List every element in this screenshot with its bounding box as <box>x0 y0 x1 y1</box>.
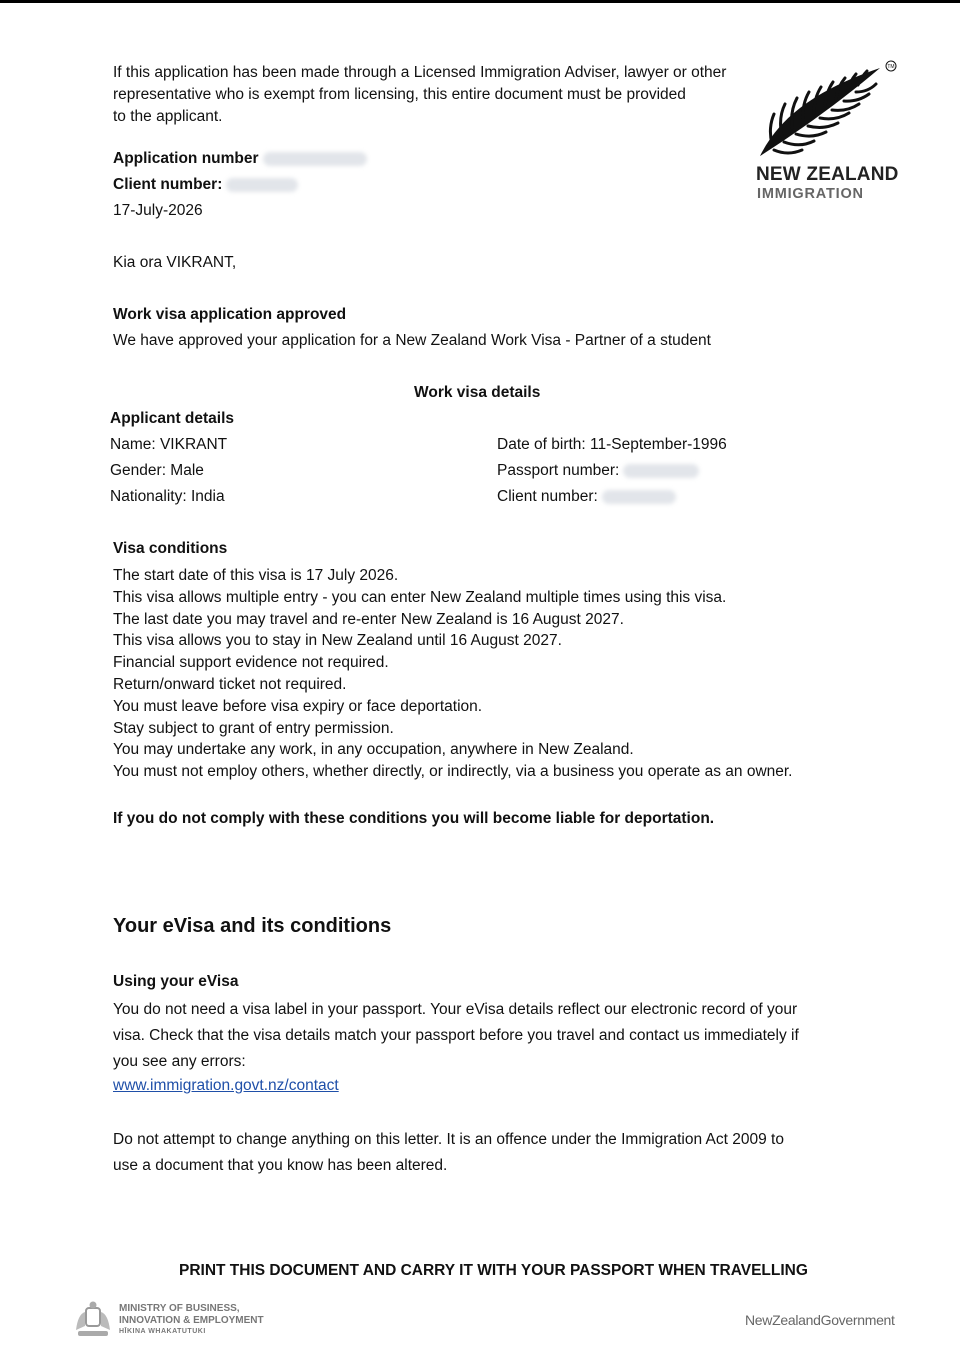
applicant-name: Name: VIKRANT <box>110 436 228 453</box>
coat-of-arms-icon <box>72 1300 114 1340</box>
passport-number-redacted <box>623 464 699 478</box>
applicant-gender: Gender: Male <box>110 462 204 479</box>
using-evisa-heading: Using your eVisa <box>113 973 239 990</box>
conditions-list <box>113 565 793 783</box>
using-evisa-line: You do not need a visa label in your passport. Your eVisa details reflect our electronic record of your <box>113 1001 798 1018</box>
passport-number-label: Passport number: <box>497 462 620 479</box>
condition-item: Financial support evidence not required. <box>113 654 389 672</box>
client-number-redacted <box>226 178 298 192</box>
condition-item: Stay subject to grant of entry permission. <box>113 719 394 737</box>
mbie-line: INNOVATION & EMPLOYMENT <box>119 1314 264 1326</box>
condition-item: The last date you may travel and re-enter New Zealand is 16 August 2027. <box>113 610 624 628</box>
details-heading: Work visa details <box>414 384 541 401</box>
intro-paragraph <box>113 62 726 127</box>
print-notice: PRINT THIS DOCUMENT AND CARRY IT WITH YOUR PASSPORT WHEN TRAVELLING <box>179 1262 808 1279</box>
approved-heading: Work visa application approved <box>113 306 347 323</box>
condition-item: This visa allows you to stay in New Zealand until 16 August 2027. <box>113 632 562 650</box>
top-border <box>0 0 960 3</box>
offence-line: Do not attempt to change anything on this letter. It is an offence under the Immigration Act 2009 to <box>113 1131 784 1148</box>
offence-text <box>113 1127 784 1179</box>
applicant-client-number-row <box>497 488 676 506</box>
using-evisa-line: visa. Check that the visa details match your passport before you travel and contact us immediately if <box>113 1027 799 1044</box>
evisa-heading: Your eVisa and its conditions <box>113 915 392 937</box>
applicant-dob: Date of birth: 11-September-1996 <box>497 436 727 453</box>
condition-item: You may undertake any work, in any occupation, anywhere in New Zealand. <box>113 741 634 759</box>
application-number-row <box>113 150 367 168</box>
client-number-row <box>113 176 298 194</box>
intro-line: representative who is exempt from licensing, this entire document must be provided <box>113 85 686 103</box>
trademark-mark: TM <box>887 64 895 70</box>
letter-date: 17-July-2026 <box>113 202 203 219</box>
using-evisa-line: you see any errors: <box>113 1053 246 1070</box>
applicant-client-number-redacted <box>602 490 676 504</box>
logo-subtitle: IMMIGRATION <box>757 186 864 202</box>
applicant-nationality: Nationality: India <box>110 488 225 505</box>
condition-item: You must leave before visa expiry or face deportation. <box>113 697 483 715</box>
condition-item: Return/onward ticket not required. <box>113 675 347 693</box>
applicant-heading: Applicant details <box>110 410 235 427</box>
conditions-heading: Visa conditions <box>113 540 228 557</box>
condition-item: You must not employ others, whether directly, or indirectly, via a business you operate as an owner. <box>113 763 793 781</box>
greeting: Kia ora VIKRANT, <box>113 254 237 271</box>
condition-item: This visa allows multiple entry - you can enter New Zealand multiple times using this visa. <box>113 588 727 606</box>
client-number-label: Client number: <box>113 176 223 193</box>
offence-line: use a document that you know has been altered. <box>113 1157 448 1174</box>
applicant-client-number-label: Client number: <box>497 488 598 505</box>
logo-title: NEW ZEALAND <box>756 164 899 185</box>
nz-government-wordmark: NewZealandGovernment <box>745 1312 895 1328</box>
application-number-redacted <box>263 152 367 166</box>
mbie-maori-line: HĪKINA WHAKATUTUKI <box>119 1328 206 1335</box>
mbie-label <box>119 1303 264 1338</box>
mbie-line: MINISTRY OF BUSINESS, <box>119 1303 240 1314</box>
using-evisa-text <box>113 997 799 1075</box>
approved-text: We have approved your application for a New Zealand Work Visa - Partner of a student <box>113 332 711 349</box>
deportation-warning: If you do not comply with these conditions you will become liable for deportation. <box>113 810 715 827</box>
condition-item: The start date of this visa is 17 July 2026. <box>113 567 399 584</box>
contact-link[interactable]: www.immigration.govt.nz/contact <box>113 1077 339 1094</box>
intro-line: to the applicant. <box>113 107 223 125</box>
passport-number-row <box>497 462 699 480</box>
intro-line: If this application has been made through a Licensed Immigration Adviser, lawyer or other <box>113 64 727 81</box>
application-number-label: Application number <box>113 150 259 167</box>
